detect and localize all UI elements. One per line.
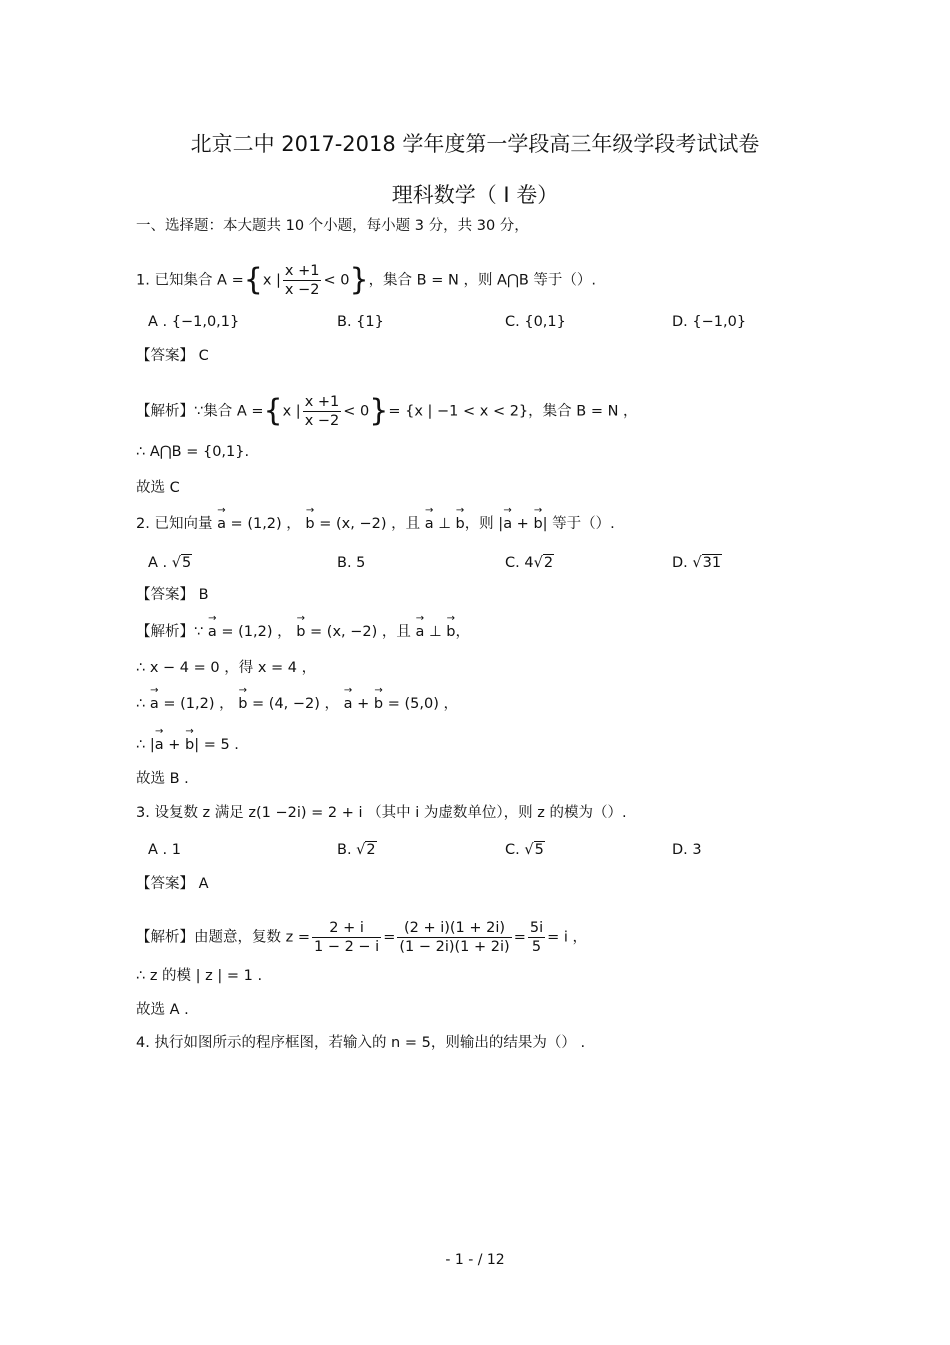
q3-option-c: C. √5 — [505, 842, 544, 858]
q2-option-c: C. 4√2 — [505, 555, 554, 571]
q2-answer: 【答案】 B — [136, 587, 209, 603]
q1-answer: 【答案】 C — [136, 348, 209, 364]
q1-option-c: C. {0,1} — [505, 314, 566, 330]
q1-step1: ∴ A⋂B = {0,1}. — [136, 444, 250, 460]
q1-option-a: A . {−1,0,1} — [148, 314, 240, 330]
q2-stem: 2. 已知向量 → a = (1,2) ， → b = (x, −2) ，且 → a ⊥ → b，则 |→ a + → b| 等于（）. — [136, 514, 615, 534]
exam-title: 北京二中 2017-2018 学年度第一学段高三年级学段考试试卷 — [190, 132, 760, 156]
q2-final: 故选 B . — [136, 771, 189, 787]
q2-option-d: D. √31 — [672, 555, 722, 571]
q2-analysis: 【解析】∵ → a = (1,2) ， → b = (x, −2) ，且 → a ⊥ → b， — [136, 622, 470, 642]
q1-option-d: D. {−1,0} — [672, 314, 747, 330]
q2-option-a: A . √5 — [148, 555, 192, 571]
q3-answer: 【答案】 A — [136, 876, 209, 892]
q3-option-b: B. √2 — [337, 842, 376, 858]
q2-option-b: B. 5 — [337, 555, 366, 571]
q3-option-d: D. 3 — [672, 842, 702, 858]
q3-stem: 3. 设复数 z 满足 z(1 −2i) = 2 + i （其中 i 为虚数单位），则 z 的模为（）. — [136, 805, 627, 821]
q1-analysis: 【解析】∵集合 A ={x | $\frac{x +1}{x -2}$ < 0}= {x | −1 < x < 2}，集合 B = N ， — [136, 393, 638, 429]
q2-step2: ∴ → a = (1,2) ， → b = (4, −2) ， → a + → b = (5,0) ， — [136, 694, 458, 714]
exam-subtitle: 理科数学（ Ⅰ 卷） — [391, 183, 559, 207]
section-heading: 一、选择题：本大题共 10 个小题，每小题 3 分，共 30 分， — [136, 218, 529, 234]
q2-step3: ∴ |→ a + → b| = 5 . — [136, 735, 239, 755]
q3-step1: ∴ z 的模 | z | = 1 . — [136, 968, 263, 984]
q1-option-b: B. {1} — [337, 314, 384, 330]
q1-stem: 1. 已知集合 A ={x | $\frac{x +1}{x -2}$ < 0}，集合 B = N ，则 A⋂B 等于（）. — [136, 262, 597, 298]
q3-final: 故选 A . — [136, 1002, 189, 1018]
q1-final: 故选 C — [136, 480, 180, 496]
q3-analysis: 【解析】由题意，复数 z = $\frac{2 + i}{1 - 2 - i}$ = $\frac{(2 + i)(1 + 2i)}{(1 - 2i)(1 + 2i)}$ = $\frac{5i}{5}$ = i ， — [136, 920, 588, 955]
q2-step1: ∴ x − 4 = 0 ，得 x = 4 ， — [136, 660, 317, 676]
q3-option-a: A . 1 — [148, 842, 181, 858]
q4-stem: 4. 执行如图所示的程序框图，若输入的 n = 5，则输出的结果为（） . — [136, 1035, 586, 1051]
page-number: - 1 - / 12 — [445, 1252, 505, 1268]
